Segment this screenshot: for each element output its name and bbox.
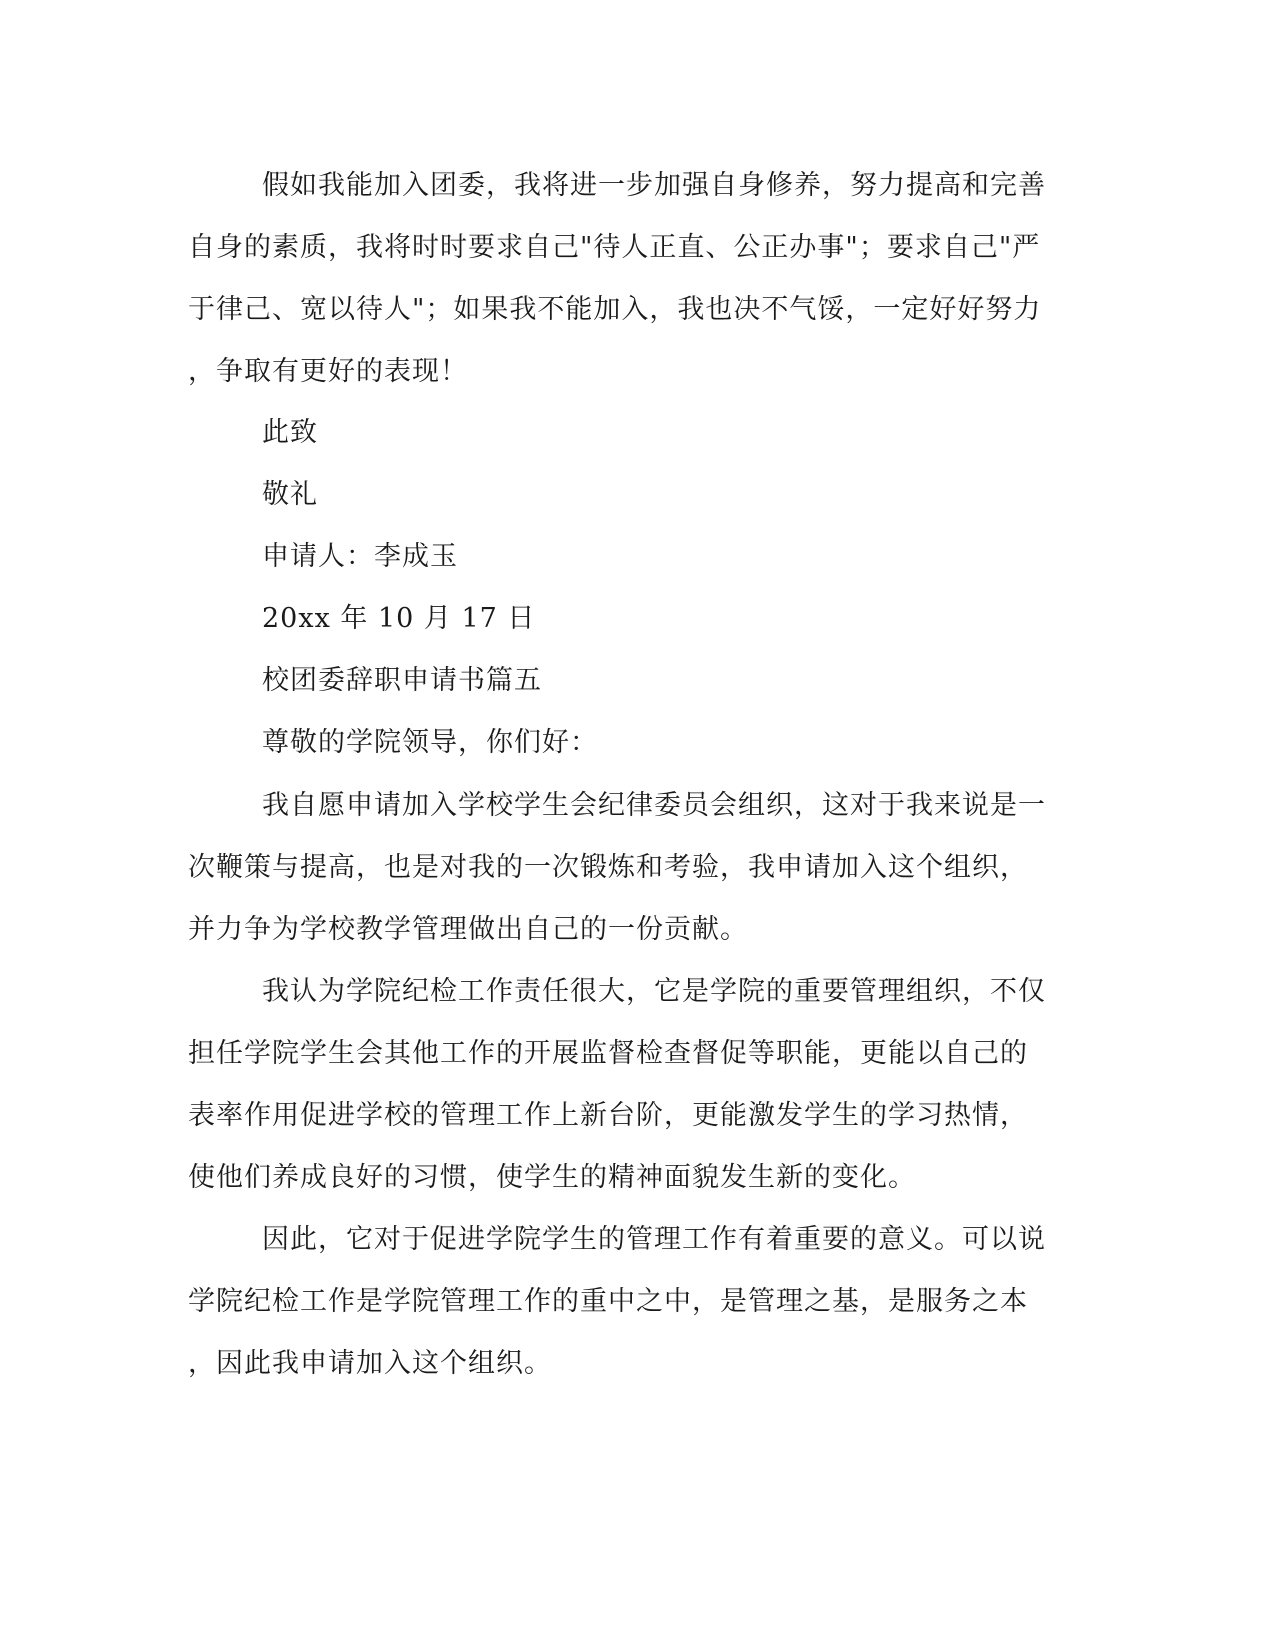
paragraph-line: 我自愿申请加入学校学生会纪律委员会组织，这对于我来说是一 <box>262 790 1046 821</box>
paragraph-line: 表率作用促进学校的管理工作上新台阶，更能激发学生的学习热情， <box>188 1100 1028 1131</box>
closing-regards: 敬礼 <box>262 479 318 510</box>
paragraph-line: 因此，它对于促进学院学生的管理工作有着重要的意义。可以说 <box>262 1224 1046 1255</box>
paragraph-line: 使他们养成良好的习惯，使学生的精神面貌发生新的变化。 <box>188 1162 916 1193</box>
section-title: 校团委辞职申请书篇五 <box>262 665 542 696</box>
paragraph-line: ，因此我申请加入这个组织。 <box>188 1348 552 1379</box>
applicant-signature: 申请人：李成玉 <box>262 541 458 572</box>
paragraph-line: 并力争为学校教学管理做出自己的一份贡献。 <box>188 914 748 945</box>
greeting-line: 尊敬的学院领导，你们好： <box>262 727 598 758</box>
paragraph-line: 我认为学院纪检工作责任很大，它是学院的重要管理组织，不仅 <box>262 976 1046 1007</box>
paragraph-line: 担任学院学生会其他工作的开展监督检查督促等职能，更能以自己的 <box>188 1038 1028 1069</box>
closing-salutation: 此致 <box>262 417 318 448</box>
paragraph-line: 于律己、宽以待人"；如果我不能加入，我也决不气馁，一定好好努力 <box>188 294 1042 325</box>
paragraph-line: 次鞭策与提高，也是对我的一次锻炼和考验，我申请加入这个组织， <box>188 852 1028 883</box>
paragraph-line: 自身的素质，我将时时要求自己"待人正直、公正办事"；要求自己"严 <box>188 232 1041 263</box>
letter-date: 20xx 年 10 月 17 日 <box>262 603 536 634</box>
paragraph-line: 学院纪检工作是学院管理工作的重中之中，是管理之基，是服务之本 <box>188 1286 1028 1317</box>
paragraph-line: ，争取有更好的表现！ <box>188 356 468 387</box>
paragraph-line: 假如我能加入团委，我将进一步加强自身修养，努力提高和完善 <box>262 170 1046 201</box>
